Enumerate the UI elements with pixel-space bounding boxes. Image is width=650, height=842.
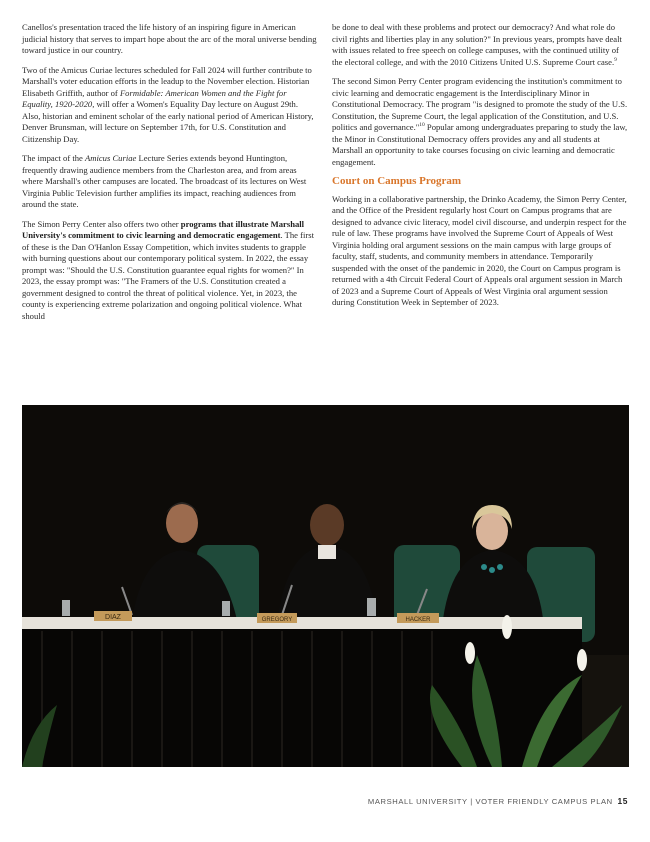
paragraph-impact xyxy=(22,153,318,211)
nameplate-text: DIAZ xyxy=(105,614,121,621)
page-footer xyxy=(368,796,628,806)
paragraph-canellos: Canellos's presentation traced the life history of an inspiring figure in American judicial history that serves to impart hope about the arc of the moral universe bending toward justice in our country. xyxy=(22,22,317,55)
series-title: Amicus Curiae xyxy=(85,153,137,163)
necklace xyxy=(497,564,503,570)
footer-text: MARSHALL UNIVERSITY | VOTER FRIENDLY CAMPUS PLAN xyxy=(367,797,613,806)
footnote-marker: 10 xyxy=(419,122,425,128)
text-span: Two of the Amicus Curiae lectures scheduled for Fall 2024 will further contribute to Marshall's voter education efforts in the leadup to the November election. Historian Elisabeth Griffith, author of xyxy=(22,64,312,98)
book-title: Formidable: American Women and the Fight for Equality, 1920-2020 xyxy=(22,87,287,109)
text-span: Lecture Series extends beyond Huntington, frequently drawing audience members from the Charleston area, and from areas where Marshall's other campuses are located. The broadcast of its lectures on West Virginia Public Television further amplifies its impact, reaching audiences from around the state. xyxy=(22,153,307,209)
right-column xyxy=(332,22,628,317)
nameplate-text: HACKER xyxy=(405,617,431,623)
paragraph-essay-continued xyxy=(332,22,628,68)
bold-phrase: programs that illustrate Marshall University's commitment to civic learning and democratic engagement xyxy=(22,218,305,240)
text-span: The impact of the xyxy=(22,153,85,163)
water-glass xyxy=(222,601,230,616)
justice-left-head xyxy=(166,503,198,543)
nameplate-text: GREGORY xyxy=(261,617,293,623)
paragraph-court-on-campus: Working in a collaborative partnership, the Drinko Academy, the Simon Perry Center, and the Office of the President regularly host Court on Campus programs that are designed to advance civic literacy, model civil discourse, and underpin respect for the rule of law. These programs have involved the Supreme Court of Appeals of West Virginia holding oral argument sessions on the main campus with large groups of faculty, staff, students, and community members in attendance. Temporarily suspended with the onset of the pandemic in 2020, the Court on Campus program is returned with a 4th Circuit Federal Court of Appeals oral argument session in March of 2023 and a Supreme Court of Appeals of West Virginia oral argument session during Constitution Week in September of 2023. xyxy=(332,193,627,307)
text-span: , will offer a Women's Equality Day lecture on August 29th. Also, historian and eminent scholar of the early national period of American History, Denver Brunsman, will lecture on September 17th, for U.S. Constitution and Citizenship Day. xyxy=(22,99,314,144)
justice-right-head xyxy=(476,512,508,550)
justice-middle-head xyxy=(310,504,344,546)
section-heading: Court on Campus Program xyxy=(332,175,462,187)
page-number: 15 xyxy=(617,796,628,806)
necklace xyxy=(489,567,495,573)
court-session-photo xyxy=(22,405,629,767)
necklace xyxy=(481,564,487,570)
paragraph-minor xyxy=(332,76,628,168)
left-column xyxy=(22,22,318,330)
paragraph-amicus-lectures xyxy=(22,65,318,146)
water-glass xyxy=(62,600,70,616)
text-span: Popular among undergraduates preparing to study the law, the Minor in Constitutional Democracy offers provides any and all students at Marshall an opportunity to take courses focusing on civic learning and democratic engagement. xyxy=(332,122,628,167)
paragraph-programs xyxy=(22,219,318,323)
text-span: The second Simon Perry Center program evidencing the institution's commitment to civic learning and democratic engagement is the Interdisciplinary Minor in Constitutional Democracy. The program "is designed to promote the study of the U.S. Constitution, the Supreme Court, the legal application of the Constitution, and U.S. politics and governance." xyxy=(332,76,628,132)
text-span: be done to deal with these problems and protect our democracy? And what role do civil rights and liberties play in any solution?" In previous years, prompts have dealt with issues related to free speech on college campuses, with the continued utility of the electoral college, and with the 2010 Citizens United U.S. Supreme Court case. xyxy=(332,22,622,67)
text-span: . The first of these is the Dan O'Hanlon Essay Competition, which invites students to grapple with burning questions about our contemporary political system. In 2022, the essay prompt was: "Should the U.S. Constitution guarantee equal rights for women?" In 2023, the essay prompt was: "The Framers of the U.S. Constitution created a government designed to control the threat of political violence. Yet, in 2023, the county is experiencing extreme polarization and ongoing political violence. What should xyxy=(22,230,314,321)
footnote-marker: 9 xyxy=(614,56,617,63)
shirt-collar xyxy=(318,545,336,559)
water-glass xyxy=(367,598,376,616)
text-span: The Simon Perry Center also offers two other xyxy=(22,218,181,229)
